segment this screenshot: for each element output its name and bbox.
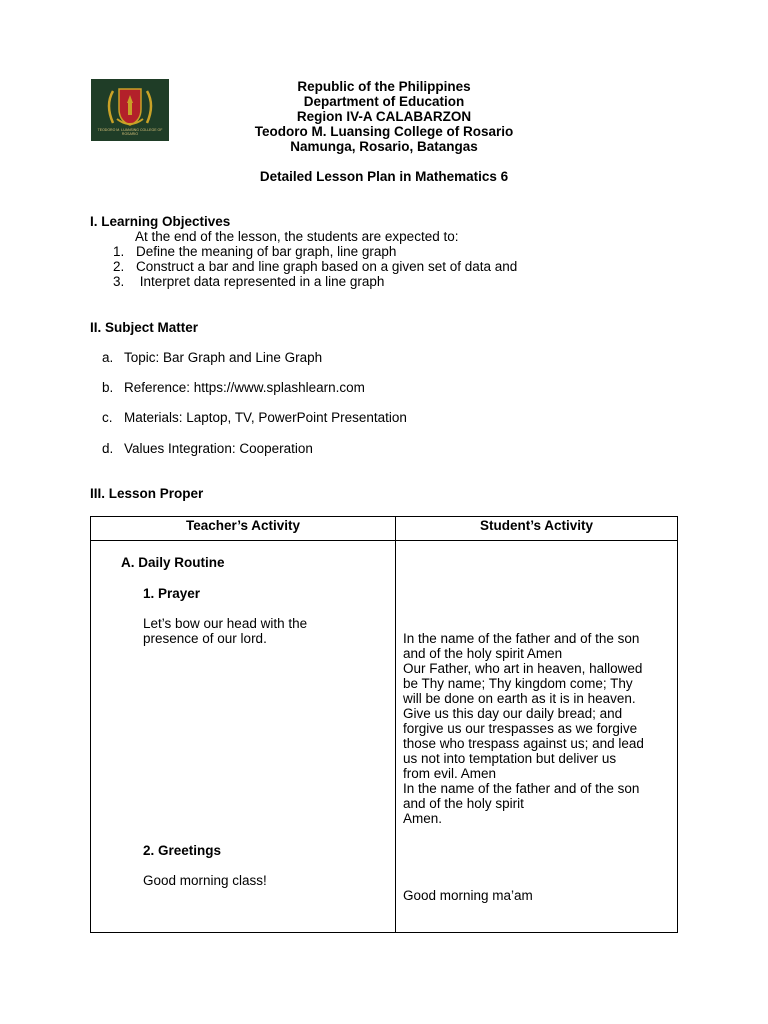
prayer-student-line: those who trespass against us; and lead xyxy=(403,736,644,751)
greetings-student: Good morning ma’am xyxy=(403,888,533,903)
lesson-table xyxy=(90,516,678,933)
subject-materials: Materials: Laptop, TV, PowerPoint Presentation xyxy=(124,410,407,425)
prayer-student-line: forgive us our trespasses as we forgive xyxy=(403,721,638,736)
prayer-student-line: us not into temptation but deliver us xyxy=(403,751,617,766)
prayer-student-line: and of the holy spirit Amen xyxy=(403,646,563,661)
student-activity-cell xyxy=(396,541,678,933)
subject-letter: b. xyxy=(102,380,114,395)
student-column-header: Student’s Activity xyxy=(396,517,678,541)
subject-letter: d. xyxy=(102,441,114,456)
prayer-student-line: from evil. Amen xyxy=(403,766,497,781)
prayer-student-line: and of the holy spirit xyxy=(403,796,524,811)
objective-number: 3. xyxy=(113,274,125,289)
header-college: Teodoro M. Luansing College of Rosario xyxy=(254,124,514,139)
teacher-column-header: Teacher’s Activity xyxy=(91,517,396,541)
prayer-heading: 1. Prayer xyxy=(143,586,201,601)
document-title: Detailed Lesson Plan in Mathematics 6 xyxy=(259,169,509,184)
header-region: Region IV-A CALABARZON xyxy=(296,109,472,124)
objective-text: Interpret data represented in a line graph xyxy=(136,274,385,289)
subject-values: Values Integration: Cooperation xyxy=(124,441,313,456)
logo-text: TEODORO M. LUANSING COLLEGE OF ROSARIO xyxy=(97,128,163,136)
objective-item xyxy=(113,244,124,259)
subject-letter: a. xyxy=(102,350,114,365)
prayer-teacher-line: presence of our lord. xyxy=(143,631,267,646)
prayer-student-line: In the name of the father and of the son xyxy=(403,781,640,796)
prayer-student-line: Amen. xyxy=(403,811,443,826)
header-address: Namunga, Rosario, Batangas xyxy=(290,139,478,154)
objectives-intro: At the end of the lesson, the students are expected to: xyxy=(135,229,459,244)
objective-number: 1. xyxy=(113,244,125,259)
prayer-student-line: In the name of the father and of the son xyxy=(403,631,640,646)
prayer-student-line: will be done on earth as it is in heaven. xyxy=(403,691,636,706)
teacher-activity-cell xyxy=(91,541,396,933)
objective-text: Construct a bar and line graph based on a given set of data and xyxy=(136,259,518,274)
greetings-teacher: Good morning class! xyxy=(143,873,267,888)
objective-item xyxy=(113,259,124,274)
header-department: Department of Education xyxy=(303,94,465,109)
prayer-student-line: be Thy name; Thy kingdom come; Thy xyxy=(403,676,633,691)
header-republic: Republic of the Philippines xyxy=(297,79,471,94)
objectives-heading: I. Learning Objectives xyxy=(90,214,231,229)
objective-number: 2. xyxy=(113,259,125,274)
section-daily-routine: A. Daily Routine xyxy=(121,555,225,570)
greetings-heading: 2. Greetings xyxy=(143,843,222,858)
subject-heading: II. Subject Matter xyxy=(90,320,199,335)
subject-topic: Topic: Bar Graph and Line Graph xyxy=(124,350,323,365)
prayer-student-response xyxy=(403,631,683,826)
prayer-teacher-line: Let’s bow our head with the xyxy=(143,616,308,631)
subject-reference: Reference: https://www.splashlearn.com xyxy=(124,380,365,395)
prayer-student-line: Give us this day our daily bread; and xyxy=(403,706,623,721)
objective-text: Define the meaning of bar graph, line graph xyxy=(136,244,397,259)
lesson-heading: III. Lesson Proper xyxy=(90,486,204,501)
objective-item xyxy=(113,274,124,289)
prayer-student-line: Our Father, who art in heaven, hallowed xyxy=(403,661,643,676)
subject-letter: c. xyxy=(102,410,113,425)
